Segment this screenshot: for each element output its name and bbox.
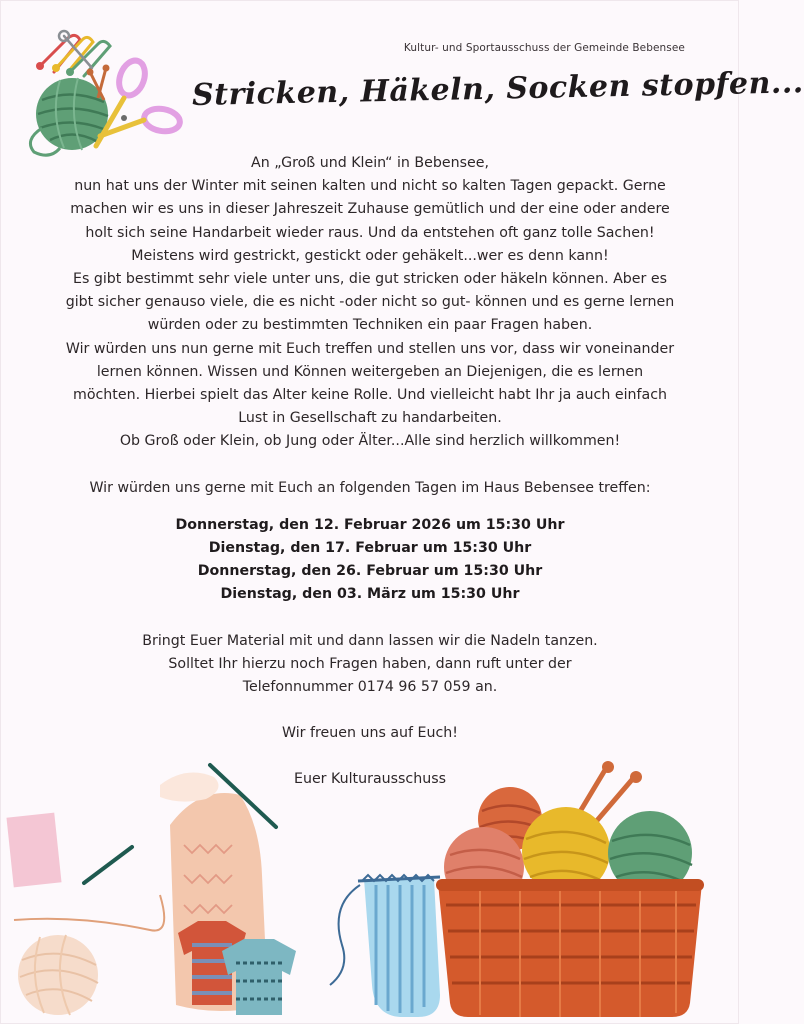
text-line: An „Groß und Klein“ in Bebensee, bbox=[251, 155, 489, 171]
text-line: lernen können. Wissen und Können weitergeben an Diejenigen, die es lernen bbox=[96, 363, 644, 380]
scissors-icon bbox=[96, 57, 182, 146]
peach-yarn-ball-icon bbox=[14, 895, 164, 1015]
knitting-illustration bbox=[0, 755, 739, 1024]
organization-header: Kultur- und Sportausschuss der Gemeinde Bebensee bbox=[403, 42, 685, 54]
text-line: würden oder zu bestimmten Techniken ein paar Fragen haben. bbox=[147, 317, 593, 334]
signature: Euer Kulturausschuss bbox=[294, 771, 446, 788]
text-line: Telefonnummer 0174 96 57 059 an. bbox=[242, 679, 498, 696]
meeting-date: Dienstag, den 17. Februar um 15:30 Uhr bbox=[208, 540, 532, 557]
text-line: Wir würden uns nun gerne mit Euch treffen und stellen uns vor, dass wir voneinander bbox=[65, 340, 675, 357]
yarn-basket-icon bbox=[436, 761, 704, 1017]
pink-fabric-icon bbox=[6, 813, 61, 888]
farewell: Wir freuen uns auf Euch! bbox=[282, 725, 458, 742]
meeting-dates bbox=[30, 514, 710, 607]
crochet-hook-icon bbox=[84, 847, 132, 883]
text-line: nun hat uns der Winter mit seinen kalten und nicht so kalten Tagen gepackt. Gerne bbox=[74, 178, 666, 195]
text-line: holt sich seine Handarbeit wieder raus. Und da entstehen oft ganz tolle Sachen! bbox=[85, 224, 655, 241]
text-line: möchten. Hierbei spielt das Alter keine Rolle. Und vielleicht habt Ihr ja auch einfach bbox=[73, 387, 667, 404]
meeting-date: Donnerstag, den 26. Februar um 15:30 Uhr bbox=[197, 563, 543, 580]
yarn-scissors-illustration bbox=[20, 28, 190, 163]
meeting-date: Dienstag, den 03. März um 15:30 Uhr bbox=[220, 586, 520, 603]
safety-pins-icon bbox=[36, 31, 110, 76]
page-title: Stricken, Häkeln, Socken stopfen... bbox=[191, 65, 804, 113]
text-line: Ob Groß oder Klein, ob Jung oder Älter...Alle sind herzlich willkommen! bbox=[119, 433, 621, 450]
meeting-intro: Wir würden uns gerne mit Euch an folgenden Tagen im Haus Bebensee treffen: bbox=[89, 479, 651, 496]
closing-text bbox=[30, 630, 710, 700]
text-line: Solltet Ihr hierzu noch Fragen haben, dann ruft unter der bbox=[168, 655, 572, 672]
text-line: Bringt Euer Material mit und dann lassen wir die Nadeln tanzen. bbox=[142, 632, 598, 649]
text-line: Lust in Gesellschaft zu handarbeiten. bbox=[238, 410, 502, 427]
text-line: machen wir es uns in dieser Jahreszeit Zuhause gemütlich und der eine oder andere bbox=[70, 201, 670, 218]
text-line: Meistens wird gestrickt, gestickt oder gehäkelt...wer es denn kann! bbox=[131, 247, 609, 264]
letter-body bbox=[30, 152, 710, 792]
blue-sock-icon bbox=[330, 875, 440, 1017]
meeting-date: Donnerstag, den 12. Februar 2026 um 15:30 Uhr bbox=[175, 516, 565, 533]
text-line: Es gibt bestimmt sehr viele unter uns, die gut stricken oder häkeln können. Aber es bbox=[72, 271, 668, 288]
text-line: gibt sicher genauso viele, die es nicht -oder nicht so gut- können und es gerne lernen bbox=[65, 294, 675, 311]
